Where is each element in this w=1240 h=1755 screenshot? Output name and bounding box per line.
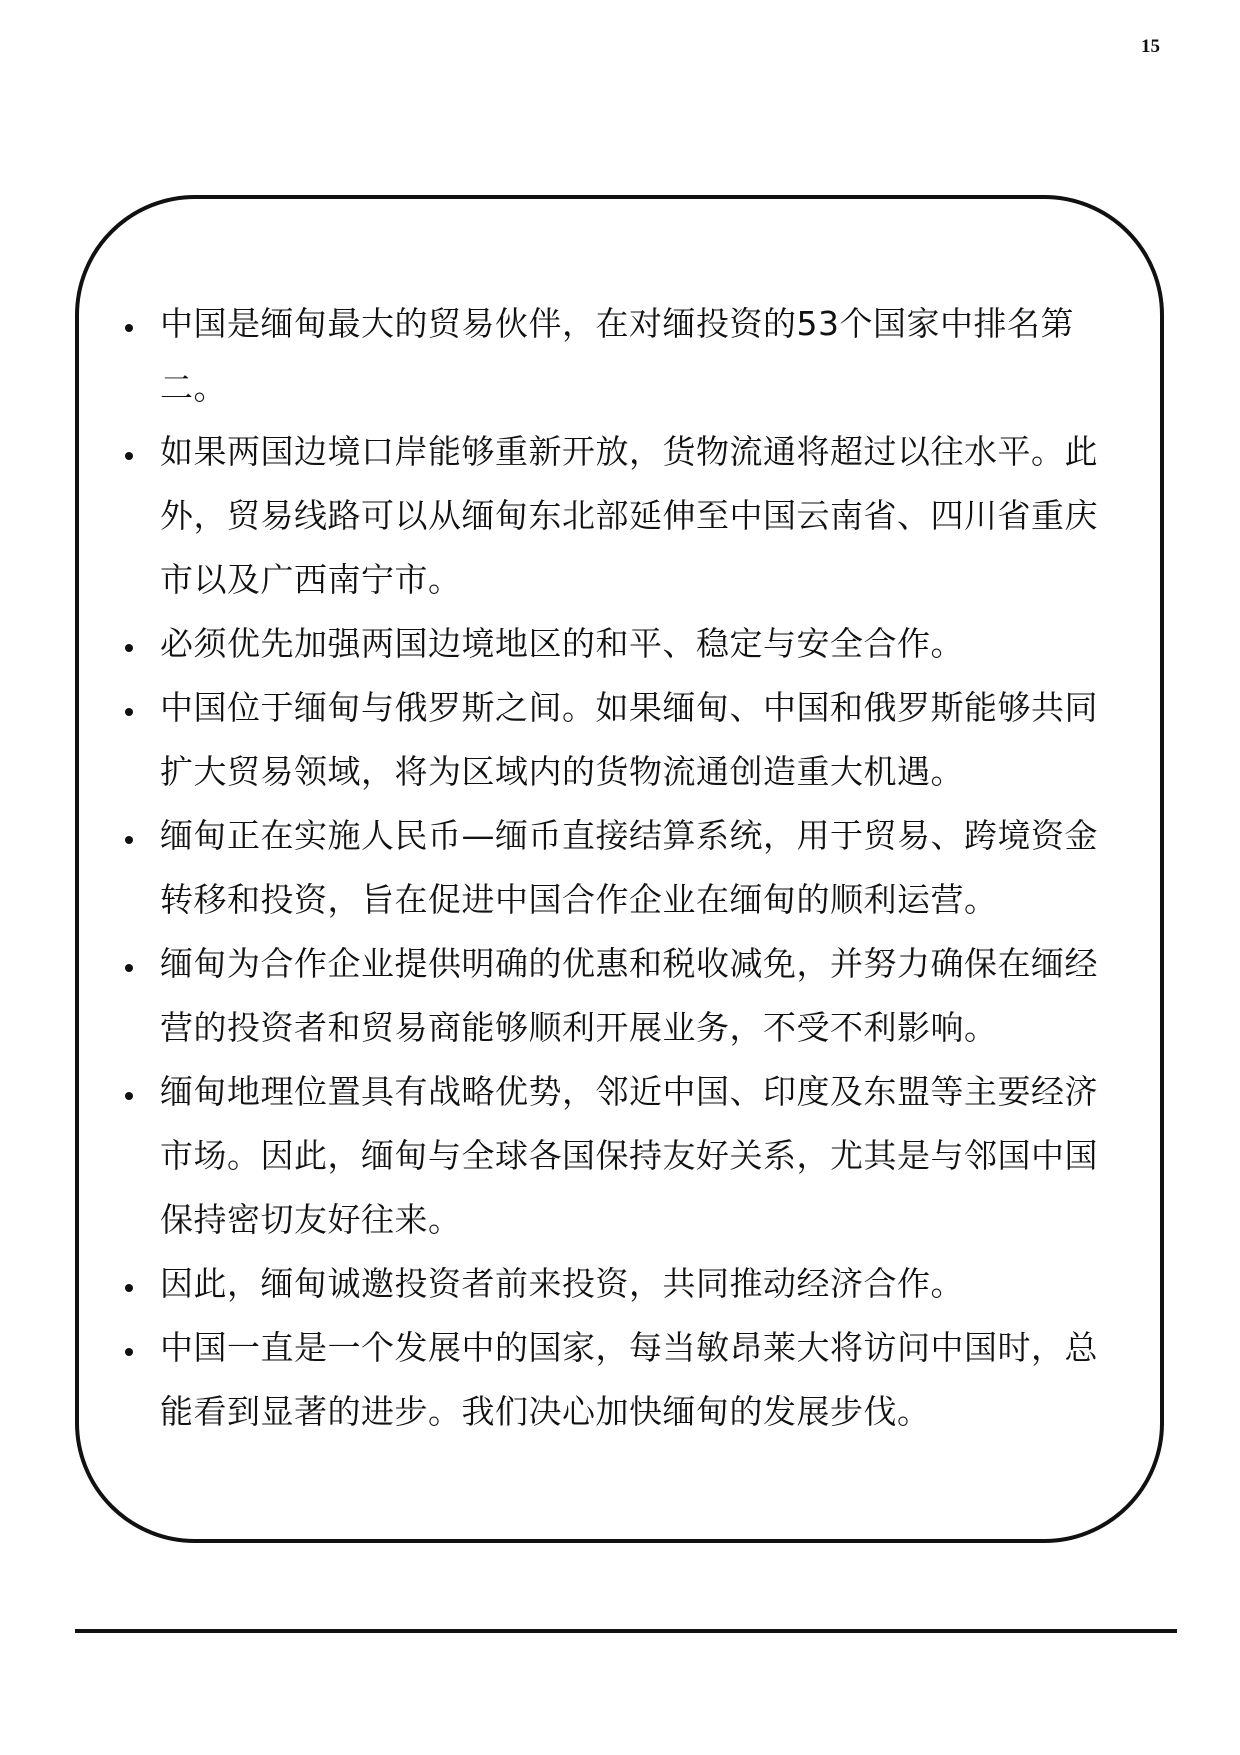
list-item — [160, 1316, 1120, 1444]
bottom-rule — [75, 1629, 1177, 1633]
bullet-dot-icon — [125, 708, 133, 716]
list-item-text: 必须优先加强两国边境地区的和平、稳定与安全合作。 — [160, 624, 964, 663]
bullet-dot-icon — [125, 964, 133, 972]
bullet-dot-icon — [125, 644, 133, 652]
list-item — [160, 932, 1120, 1060]
list-item-text: 缅甸正在实施人民币—缅币直接结算系统，用于贸易、跨境资金转移和投资，旨在促进中国合作企业在缅甸的顺利运营。 — [160, 816, 1098, 919]
bullet-dot-icon — [125, 1284, 133, 1292]
list-item-text: 缅甸地理位置具有战略优势，邻近中国、印度及东盟等主要经济市场。因此，缅甸与全球各国保持友好关系，尤其是与邻国中国保持密切友好往来。 — [160, 1072, 1098, 1239]
list-item-text: 缅甸为合作企业提供明确的优惠和税收减免，并努力确保在缅经营的投资者和贸易商能够顺利开展业务，不受不利影响。 — [160, 944, 1098, 1047]
list-item-text: 因此，缅甸诚邀投资者前来投资，共同推动经济合作。 — [160, 1264, 964, 1303]
list-item-text: 中国一直是一个发展中的国家，每当敏昂莱大将访问中国时，总能看到显著的进步。我们决心加快缅甸的发展步伐。 — [160, 1328, 1098, 1431]
bullet-list — [160, 292, 1120, 1444]
list-item — [160, 1060, 1120, 1252]
list-item — [160, 612, 1120, 676]
page-number: 15 — [1141, 36, 1160, 57]
bullet-dot-icon — [125, 1348, 133, 1356]
list-item — [160, 292, 1120, 420]
bullet-dot-icon — [125, 1092, 133, 1100]
bullet-dot-icon — [125, 836, 133, 844]
bullet-dot-icon — [125, 452, 133, 460]
list-item-text: 中国是缅甸最大的贸易伙伴，在对缅投资的53个国家中排名第二。 — [160, 304, 1074, 407]
list-item — [160, 676, 1120, 804]
list-item — [160, 420, 1120, 612]
list-item — [160, 1252, 1120, 1316]
list-item-text: 中国位于缅甸与俄罗斯之间。如果缅甸、中国和俄罗斯能够共同扩大贸易领域，将为区域内的货物流通创造重大机遇。 — [160, 688, 1098, 791]
bullet-dot-icon — [125, 324, 133, 332]
list-item — [160, 804, 1120, 932]
list-item-text: 如果两国边境口岸能够重新开放，货物流通将超过以往水平。此外，贸易线路可以从缅甸东北部延伸至中国云南省、四川省重庆市以及广西南宁市。 — [160, 432, 1098, 599]
